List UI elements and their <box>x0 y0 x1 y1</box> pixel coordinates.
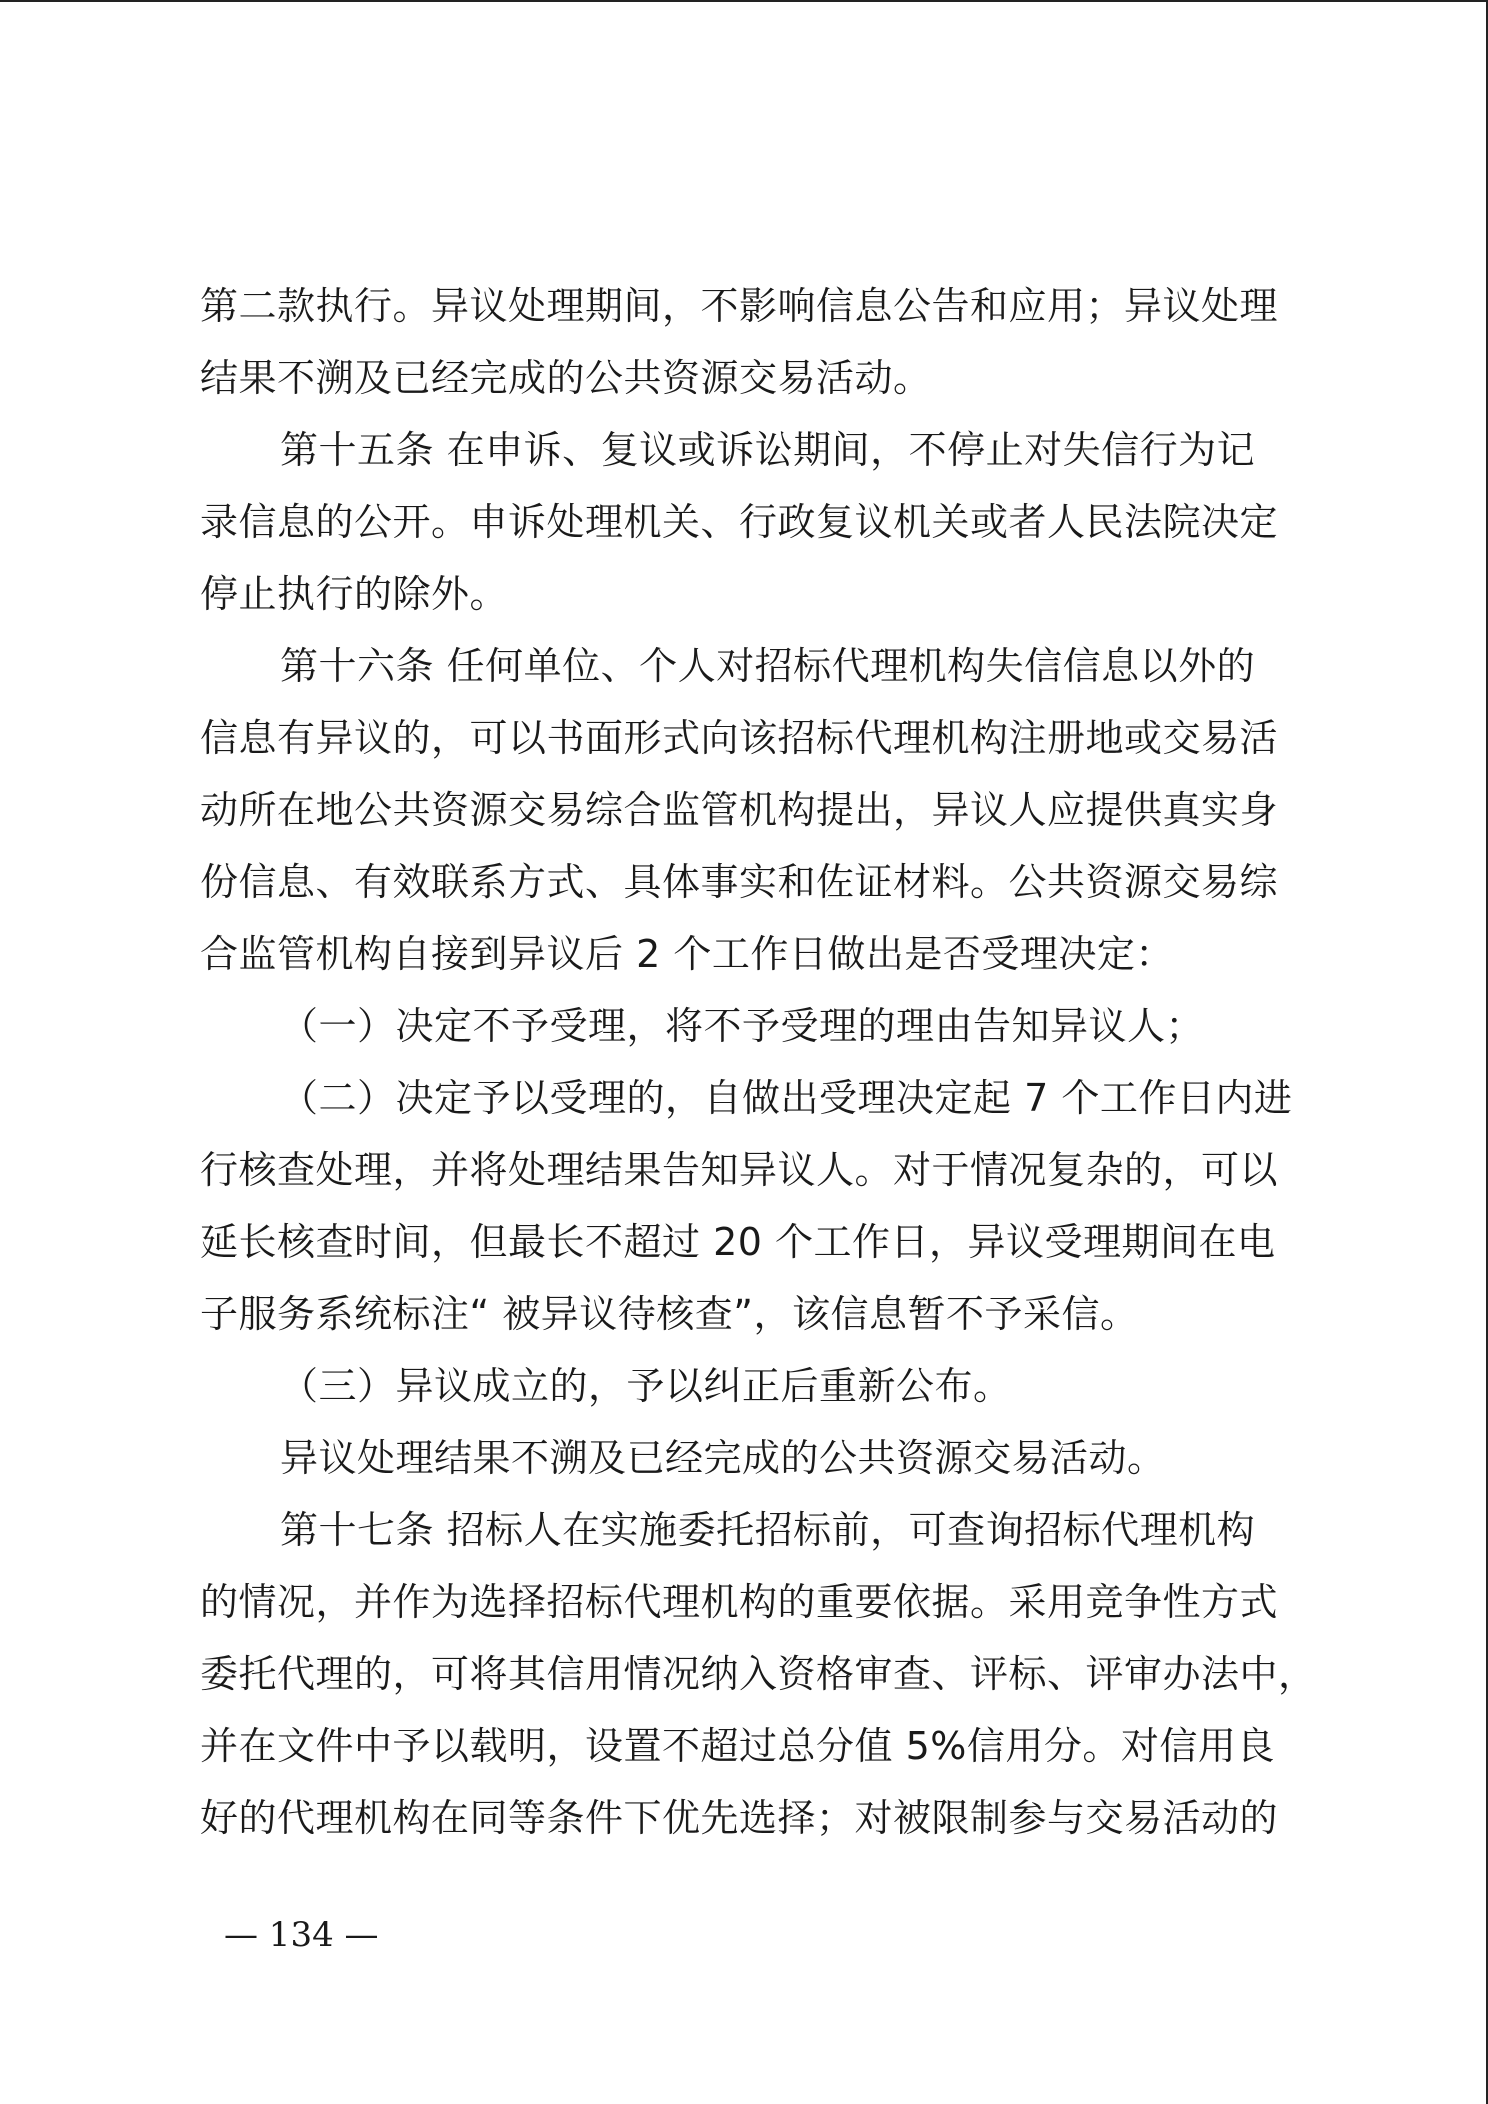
text-line: 子服务系统标注“ 被异议待核查”，该信息暂不予采信。 <box>200 1292 1139 1336</box>
list-item-2: （二）决定予以受理的，自做出受理决定起 7 个工作日内进 <box>280 1076 1293 1120</box>
text-line: 结果不溯及已经完成的公共资源交易活动。 <box>200 356 932 400</box>
text-line: 好的代理机构在同等条件下优先选择；对被限制参与交易活动的 <box>200 1796 1279 1840</box>
text-line: 延长核查时间，但最长不超过 20 个工作日，异议受理期间在电 <box>200 1220 1276 1264</box>
list-item-1: （一）决定不予受理，将不予受理的理由告知异议人； <box>280 1004 1205 1048</box>
list-item-3: （三）异议成立的，予以纠正后重新公布。 <box>280 1364 1012 1408</box>
text-line: 第二款执行。异议处理期间，不影响信息公告和应用；异议处理 <box>200 284 1279 328</box>
text-line: 合监管机构自接到异议后 2 个工作日做出是否受理决定： <box>200 932 1174 976</box>
document-body <box>200 270 1317 1854</box>
page-number: — 134 — <box>224 1915 379 1955</box>
text-line: 异议处理结果不溯及已经完成的公共资源交易活动。 <box>280 1436 1166 1480</box>
text-line: 信息有异议的，可以书面形式向该招标代理机构注册地或交易活 <box>200 716 1279 760</box>
top-border <box>0 0 1488 2</box>
article-15-heading-line: 第十五条 在申诉、复议或诉讼期间，不停止对失信行为记 <box>280 428 1256 472</box>
text-line: 的情况，并作为选择招标代理机构的重要依据。采用竞争性方式 <box>200 1580 1279 1624</box>
text-line: 委托代理的，可将其信用情况纳入资格审查、评标、评审办法中， <box>200 1652 1317 1696</box>
text-line: 行核查处理，并将处理结果告知异议人。对于情况复杂的，可以 <box>200 1148 1279 1192</box>
text-line: 录信息的公开。申诉处理机关、行政复议机关或者人民法院决定 <box>200 500 1279 544</box>
article-17-heading-line: 第十七条 招标人在实施委托招标前，可查询招标代理机构 <box>280 1508 1256 1552</box>
article-16-heading-line: 第十六条 任何单位、个人对招标代理机构失信信息以外的 <box>280 644 1256 688</box>
text-line: 停止执行的除外。 <box>200 572 509 616</box>
text-line: 并在文件中予以载明，设置不超过总分值 5%信用分。对信用良 <box>200 1724 1275 1768</box>
text-line: 动所在地公共资源交易综合监管机构提出，异议人应提供真实身 <box>200 788 1279 832</box>
text-line: 份信息、有效联系方式、具体事实和佐证材料。公共资源交易综 <box>200 860 1279 904</box>
